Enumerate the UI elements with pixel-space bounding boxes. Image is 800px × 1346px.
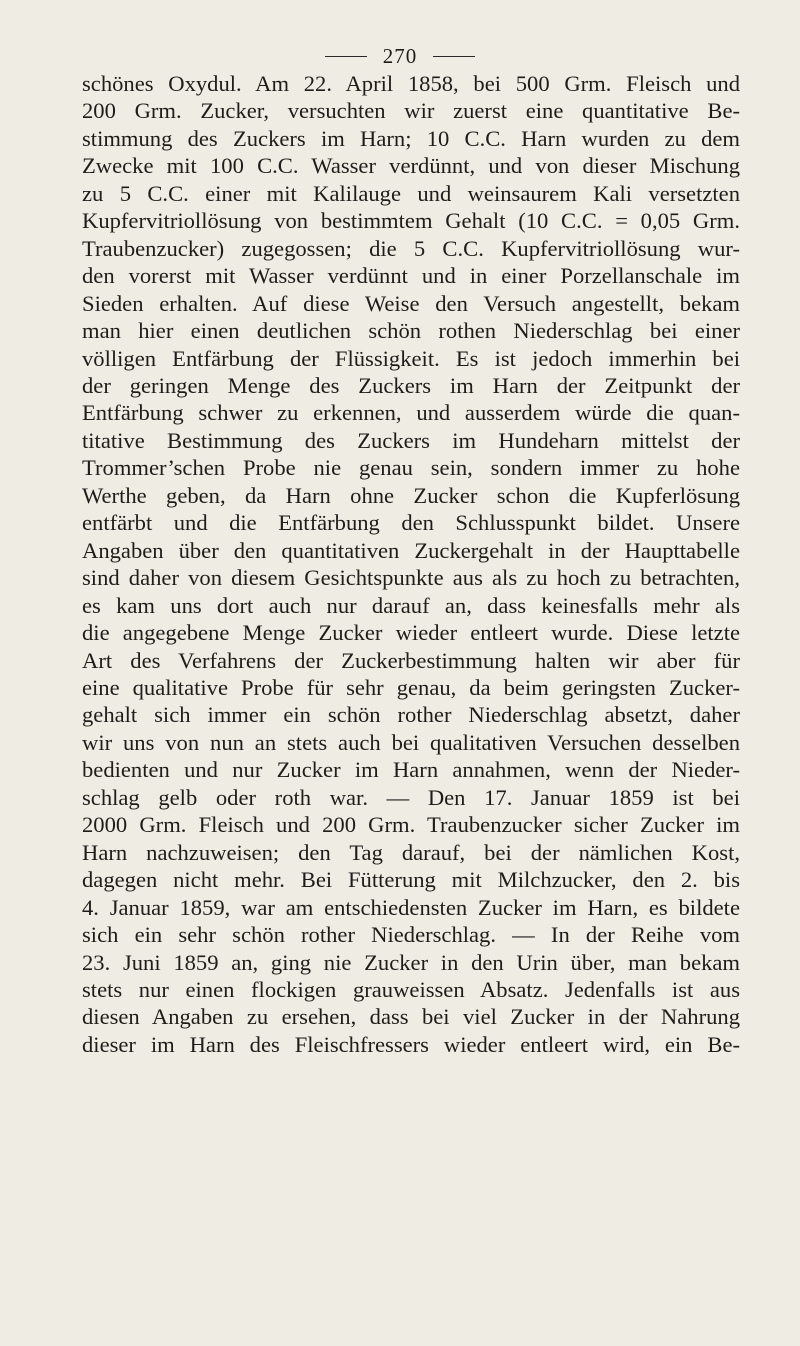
text-line: Sieden erhalten. Auf diese Weise den Versuch angestellt, bekam	[82, 290, 740, 316]
page-header	[0, 44, 800, 69]
text-line: sind daher von diesem Gesichtspunkte aus als zu hoch zu betrachten,	[82, 565, 740, 591]
text-line: 23. Juni 1859 an, ging nie Zucker in den Urin über, man bekam	[82, 949, 740, 975]
text-line: stimmung des Zuckers im Harn; 10 C.C. Harn wurden zu dem	[82, 125, 740, 151]
header-dash-right	[433, 56, 475, 57]
text-line: schönes Oxydul. Am 22. April 1858, bei 500 Grm. Fleisch und	[82, 71, 740, 96]
text-line: Zwecke mit 100 C.C. Wasser verdünnt, und von dieser Mischung	[82, 153, 740, 179]
text-line: bedienten und nur Zucker im Harn annahmen, wenn der Nieder-	[82, 757, 740, 783]
text-line: Kupfervitriollösung von bestimmtem Gehalt (10 C.C. = 0,05 Grm.	[82, 208, 740, 234]
text-line: zu 5 C.C. einer mit Kalilauge und weinsaurem Kali versetzten	[82, 180, 740, 206]
text-line: entfärbt und die Entfärbung den Schlusspunkt bildet. Unsere	[82, 510, 740, 536]
text-line: man hier einen deutlichen schön rothen Niederschlag bei einer	[82, 318, 740, 344]
text-line: sich ein sehr schön rother Niederschlag. — In der Reihe vom	[82, 922, 740, 948]
text-line: dieser im Harn des Fleischfressers wieder entleert wird, ein Be-	[82, 1031, 740, 1057]
text-line: Angaben über den quantitativen Zuckergehalt in der Haupttabelle	[82, 537, 740, 563]
text-line: titative Bestimmung des Zuckers im Hundeharn mittelst der	[82, 427, 740, 453]
text-line: den vorerst mit Wasser verdünnt und in einer Porzellanschale im	[82, 263, 740, 289]
header-dash-left	[325, 56, 367, 57]
text-line: stets nur einen flockigen grauweissen Absatz. Jedenfalls ist aus	[82, 976, 740, 1002]
text-line: 4. Januar 1859, war am entschiedensten Zucker im Harn, es bildete	[82, 894, 740, 920]
text-line: Traubenzucker) zugegossen; die 5 C.C. Kupfervitriollösung wur-	[82, 235, 740, 261]
text-line: Werthe geben, da Harn ohne Zucker schon die Kupferlösung	[82, 482, 740, 508]
text-line: Trommer’schen Probe nie genau sein, sondern immer zu hohe	[82, 455, 740, 481]
text-line: dagegen nicht mehr. Bei Fütterung mit Milchzucker, den 2. bis	[82, 867, 740, 893]
text-line: es kam uns dort auch nur darauf an, dass keinesfalls mehr als	[82, 592, 740, 618]
text-line: Art des Verfahrens der Zuckerbestimmung halten wir aber für	[82, 647, 740, 673]
text-line: wir uns von nun an stets auch bei qualitativen Versuchen desselben	[82, 729, 740, 755]
text-line: eine qualitative Probe für sehr genau, da beim geringsten Zucker-	[82, 674, 740, 700]
text-line: diesen Angaben zu ersehen, dass bei viel Zucker in der Nahrung	[82, 1004, 740, 1030]
text-line: 200 Grm. Zucker, versuchten wir zuerst eine quantitative Be-	[82, 98, 740, 124]
text-line: 2000 Grm. Fleisch und 200 Grm. Traubenzucker sicher Zucker im	[82, 812, 740, 838]
text-line: die angegebene Menge Zucker wieder entleert wurde. Diese letzte	[82, 620, 740, 646]
text-line: schlag gelb oder roth war. — Den 17. Januar 1859 ist bei	[82, 784, 740, 810]
text-line: völligen Entfärbung der Flüssigkeit. Es ist jedoch immerhin bei	[82, 345, 740, 371]
text-line: Harn nachzuweisen; den Tag darauf, bei der nämlichen Kost,	[82, 839, 740, 865]
body-text	[82, 70, 740, 1058]
text-line: Entfärbung schwer zu erkennen, und ausserdem würde die quan-	[82, 400, 740, 426]
page-number: 270	[382, 44, 418, 68]
text-line: gehalt sich immer ein schön rother Niederschlag absetzt, daher	[82, 702, 740, 728]
text-line: der geringen Menge des Zuckers im Harn der Zeitpunkt der	[82, 372, 740, 398]
